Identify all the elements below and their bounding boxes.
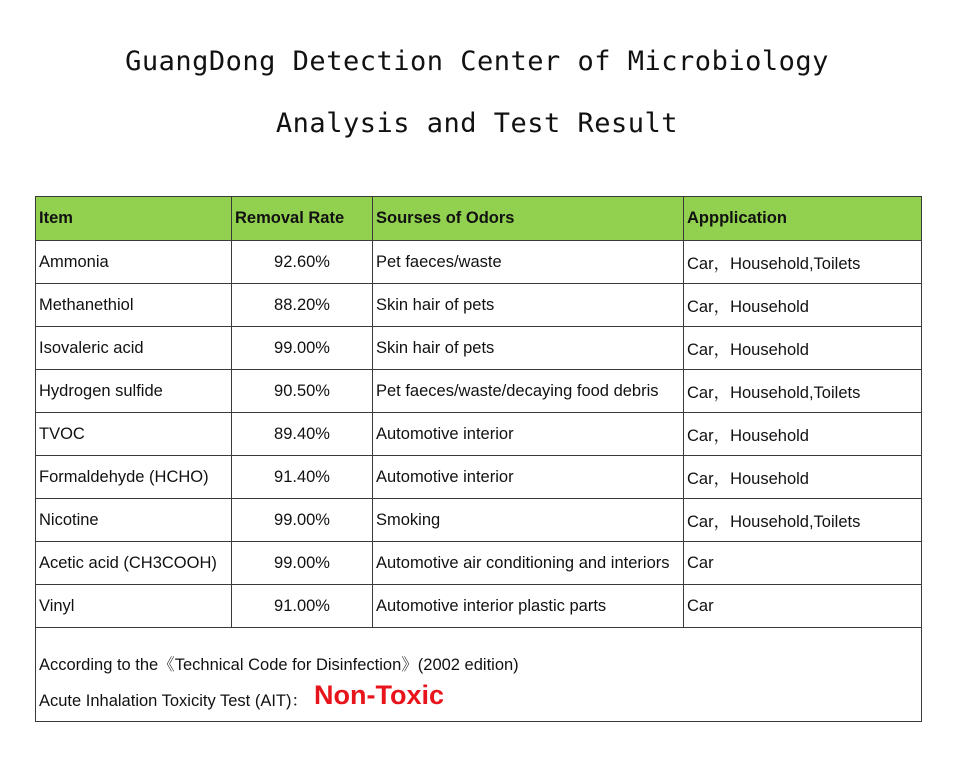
column-header-item: Item [36,197,232,241]
cell-application: Car，Household,Toilets [684,370,922,413]
table-row [36,327,922,370]
cell-removal-rate: 91.00% [232,585,373,628]
toxicity-test-line [39,680,918,714]
table-header-row [36,197,922,241]
cell-source: Automotive interior [373,413,684,456]
cell-removal-rate: 89.40% [232,413,373,456]
table-row [36,456,922,499]
table-row [36,284,922,327]
cell-source: Automotive interior [373,456,684,499]
cell-source: Smoking [373,499,684,542]
cell-application: Car [684,542,922,585]
column-header-removal-rate: Removal Rate [232,197,373,241]
cell-item: Ammonia [36,241,232,284]
cell-application: Car，Household [684,327,922,370]
table-footer-row [36,628,922,722]
cell-application: Car，Household [684,456,922,499]
table-row [36,241,922,284]
cell-item: Hydrogen sulfide [36,370,232,413]
footer-cell [36,628,922,722]
cell-removal-rate: 91.40% [232,456,373,499]
cell-source: Pet faeces/waste/decaying food debris [373,370,684,413]
table-row [36,499,922,542]
cell-item: TVOC [36,413,232,456]
cell-application: Car，Household [684,284,922,327]
document-title: GuangDong Detection Center of Microbiology [125,46,829,77]
cell-removal-rate: 99.00% [232,499,373,542]
cell-application: Car，Household,Toilets [684,499,922,542]
table-row [36,585,922,628]
cell-item: Isovaleric acid [36,327,232,370]
results-table [35,196,922,722]
cell-removal-rate: 88.20% [232,284,373,327]
cell-item: Formaldehyde (HCHO) [36,456,232,499]
cell-removal-rate: 99.00% [232,327,373,370]
cell-source: Automotive air conditioning and interiors [373,542,684,585]
cell-application: Car，Household [684,413,922,456]
cell-item: Methanethiol [36,284,232,327]
table-row [36,370,922,413]
table-row [36,413,922,456]
cell-removal-rate: 99.00% [232,542,373,585]
table-row [36,542,922,585]
document-subtitle: Analysis and Test Result [275,108,679,139]
toxicity-test-label: Acute Inhalation Toxicity Test (AIT)： [39,691,309,710]
cell-removal-rate: 92.60% [232,241,373,284]
cell-source: Skin hair of pets [373,284,684,327]
column-header-application: Appplication [684,197,922,241]
cell-source: Pet faeces/waste [373,241,684,284]
disinfection-code-note: According to the《Technical Code for Disinfection》(2002 edition) [39,656,519,674]
cell-item: Nicotine [36,499,232,542]
cell-source: Skin hair of pets [373,327,684,370]
cell-item: Acetic acid (CH3COOH) [36,542,232,585]
cell-removal-rate: 90.50% [232,370,373,413]
cell-application: Car [684,585,922,628]
column-header-sources: Sourses of Odors [373,197,684,241]
cell-application: Car，Household,Toilets [684,241,922,284]
cell-source: Automotive interior plastic parts [373,585,684,628]
cell-item: Vinyl [36,585,232,628]
toxicity-result-badge: Non-Toxic [314,680,445,710]
